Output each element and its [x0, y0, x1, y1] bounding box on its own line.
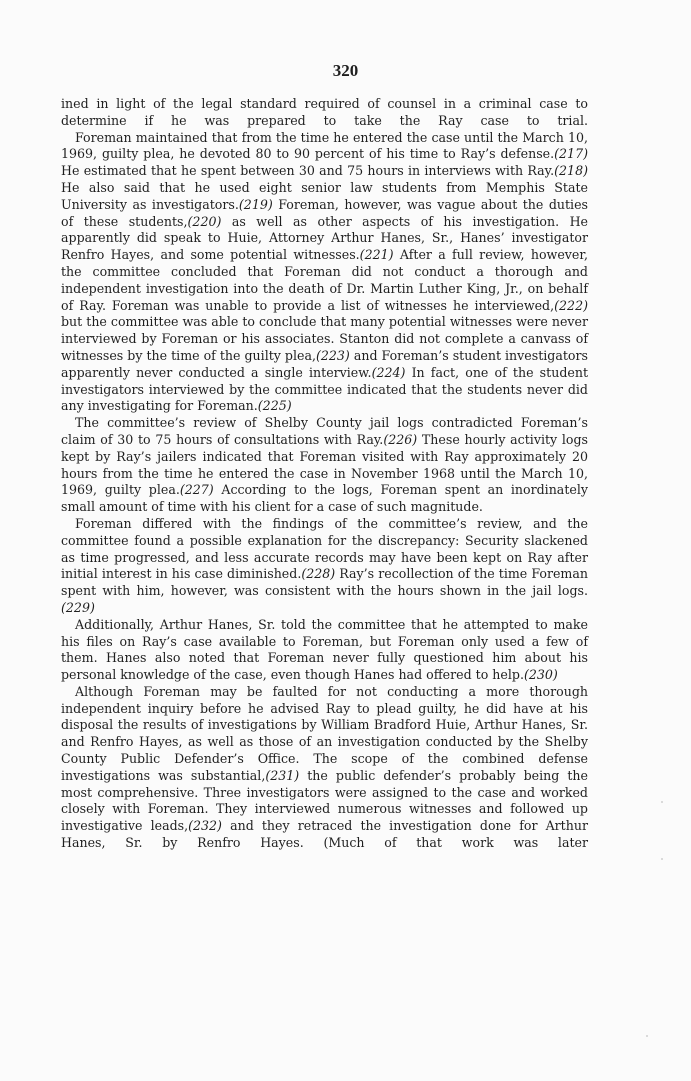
text-run: the public defender’s probably being the most comprehensive. Three investigators were assigned to the case and worked closely with Foreman. They interviewed numerous witnesses and followed up investigative leads,: [61, 767, 588, 834]
footnote-ref: (219): [238, 196, 273, 212]
text-run: Additionally, Arthur Hanes, Sr. told the committee that he attempted to make his files on Ray’s case available to Foreman, but Foreman only used a few of them. Hanes also noted that Foreman never fully questioned him about his personal knowledge of the case, even though Hanes had offered to help.: [61, 616, 588, 683]
scan-speck: [661, 801, 663, 803]
text-run: Foreman differed with the findings of the committee’s review, and the committee found a possible explanation for the discrepancy: Security slackened as time progressed, and less accurate records may have been kept on Ray after initial interest in his case diminished.: [61, 515, 588, 582]
scan-speck: [646, 1035, 648, 1037]
footnote-ref: (224): [371, 364, 406, 380]
text-run: as well as other aspects of his investigation. He apparently did speak to Huie, Attorney Arthur Hanes, Sr., Hanes’ investigator Renfro Hayes, and some potential witnesses.: [61, 213, 589, 263]
body-text: [61, 96, 588, 852]
text-run: He estimated that he spent between 30 and 75 hours in interviews with Ray.: [61, 163, 555, 179]
scan-speck: [661, 858, 663, 860]
footnote-ref: (222): [554, 297, 588, 313]
footnote-ref: (232): [188, 818, 222, 834]
footnote-ref: (223): [315, 347, 350, 363]
paragraph: [61, 684, 588, 852]
paragraph: [61, 617, 588, 684]
text-run: In fact, one of the student investigators interviewed by the committee indicated that the students never did any investigating for Foreman.: [61, 364, 588, 414]
text-run: Foreman maintained that from the time he entered the case until the March 10, 1969, guilty plea, he devoted 80 to 90 percent of his time to Ray’s defense.: [61, 129, 588, 162]
footnote-ref: (218): [554, 163, 588, 179]
footnote-ref: (217): [554, 146, 588, 162]
footnote-ref: (228): [301, 566, 336, 582]
footnote-ref: (231): [265, 767, 300, 783]
text-run: The committee’s review of Shelby County jail logs contradicted Foreman’s claim of 30 to 75 hours of consultations with Ray.: [61, 415, 588, 447]
text-run: Ray’s recollection of the time Foreman spent with him, however, was consistent with the hours shown in the jail logs.: [61, 566, 588, 599]
footnote-ref: (226): [383, 431, 418, 447]
footnote-ref: (221): [359, 247, 394, 263]
page-number: 320: [332, 61, 359, 80]
text-run: Foreman, however, was vague about the duties of these students,: [61, 196, 588, 229]
footnote-ref: (230): [523, 667, 558, 683]
text-run: These hourly activity logs kept by Ray’s jailers indicated that Foreman visited with Ray approximately 20 hours from the time he entered the case in November 1968 until the March 10, 1969, guilty plea.: [61, 431, 588, 498]
paragraph: [61, 415, 588, 516]
paragraph: [61, 516, 588, 617]
footnote-ref: (220): [187, 213, 222, 229]
footnote-ref: (227): [179, 482, 214, 498]
paragraph: [61, 130, 588, 416]
paragraph: [61, 96, 588, 130]
text-run: After a full review, however, the committee concluded that Foreman did not conduct a thorough and independent investigation into the death of Dr. Martin Luther King, Jr., on behalf of Ray. Foreman was unable to provide a list of witnesses he interviewed,: [61, 247, 588, 313]
text-run: According to the logs, Foreman spent an inordinately small amount of time with his client for a case of such magnitude.: [61, 482, 588, 515]
text-run: and Foreman’s student investigators apparently never conducted a single interview.: [61, 347, 588, 380]
text-run: and they retraced the investigation done for Arthur Hanes, Sr. by Renfro Hayes. (Much of that work was later: [61, 818, 588, 851]
text-run: ined in light of the legal standard required of counsel in a criminal case to determine if he was prepared to take the Ray case to trial.: [61, 96, 588, 128]
text-run: Although Foreman may be faulted for not conducting a more thorough independent inquiry before he advised Ray to plead guilty, he did have at his disposal the results of investigations by William Bradford Huie, Arthur Hanes, Sr. and Renfro Hayes, as well as those of an investigation conducted by the Shelby County Public Defender’s Office. The scope of the combined defense investigations was substantial,: [61, 683, 588, 783]
footnote-ref: (229): [61, 599, 95, 615]
text-run: He also said that he used eight senior law students from Memphis State University as investigators.: [61, 179, 588, 212]
text-run: but the committee was able to conclude that many potential witnesses were never interviewed by Foreman or his associates. Stanton did not complete a canvass of witnesses by the time of the guilty plea,: [61, 314, 588, 363]
footnote-ref: (225): [257, 398, 292, 414]
